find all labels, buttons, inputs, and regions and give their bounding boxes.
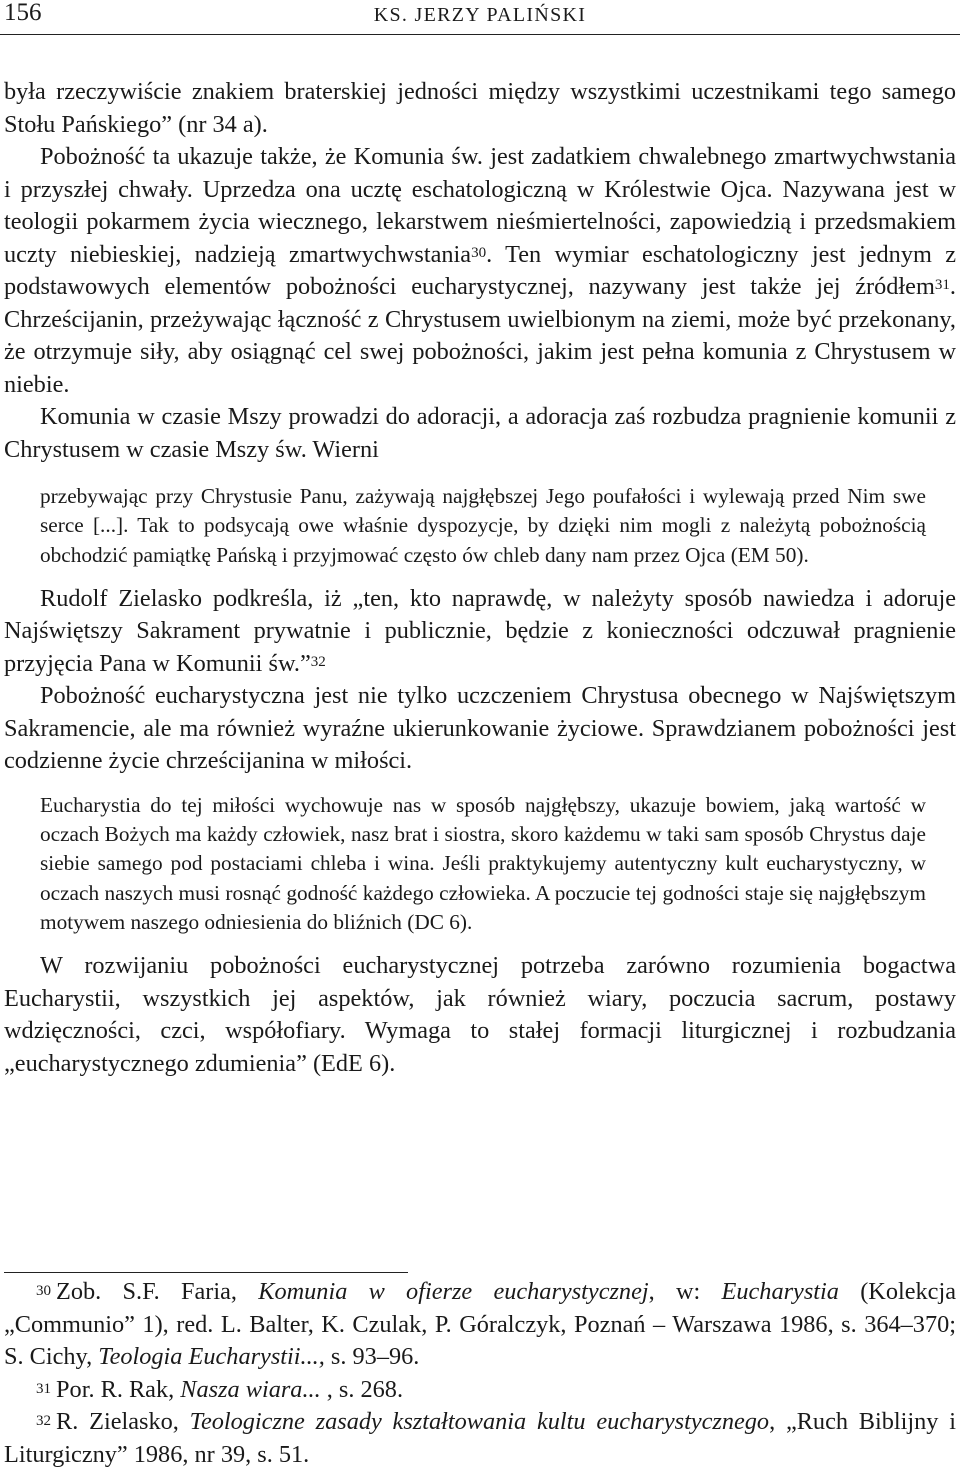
footnote-32 [4, 1406, 956, 1471]
paragraph-2-text-c: . Chrześcijanin, przeżywając łączność z Chrystusem uwielbionym na ziemi, może być przekonany, że otrzymuje siły, aby osiągnąć cel swej pobożności, jakim jest pełna komunia z Chrystusem w niebie. [4, 273, 956, 398]
paragraph-1: była rzeczywiście znakiem braterskiej jedności między wszystkimi uczestnikami tego samego Stołu Pańskiego” (nr 34 a). [4, 78, 956, 138]
footnote-mark-30: 30 [36, 1283, 52, 1299]
page-header [0, 0, 960, 35]
footnote-mark-31: 31 [36, 1380, 52, 1397]
paragraph-6: W rozwijaniu pobożności eucharystycznej potrzeba zarówno rozumienia bogactwa Eucharystii, wszystkich jej aspektów, jak również wiary, poczucia sacrum, postawy wdzięczności, czci, współofiary. Wymaga to stałej formacji liturgicznej i rozbudzania „eucharystycznego zdumienia” (EdE 6). [4, 952, 956, 1077]
paragraph-2-text-b: . Ten wymiar eschatologiczny jest jednym z podstawowych elementów pobożności eucharystycznej, nazywany jest także jej źródłem [4, 240, 956, 300]
footnote-mark-32: 32 [36, 1413, 52, 1429]
footnote-31-text-1: Por. R. Rak, [56, 1375, 181, 1403]
footnote-31 [4, 1374, 956, 1407]
footnote-ref-31: 31 [934, 277, 950, 293]
main-text [4, 76, 956, 1080]
footnote-32-text-1: R. Zielasko, [56, 1408, 190, 1435]
footnote-30-text-3: (Kolekcja „Communio” 1), red. L. Balter, K. Czulak, P. Góralczyk, Poznań – Warszawa 1986, s. 364–370; S. Cichy, [4, 1278, 956, 1370]
paragraph-2 [4, 141, 956, 401]
paragraph-4-text: Rudolf Zielasko podkreśla, iż „ten, kto naprawdę, w należyty sposób nawiedza i adoruje Najświętszy Sakrament prywatnie i publicznie, będzie z konieczności odczuwał pragnienie przyjęcia Pana w Komunii św.” [4, 584, 956, 677]
block-quote-1: przebywając przy Chrystusie Panu, zażywają najgłębszej Jego poufałości i wylewają przed Nim swe serce [...]. Tak to podsycają owe właśnie dyspozycje, by dzięki nim mogli z należytą pobożnością obchodzić pamiątkę Pańską i przyjmować często ów chleb dany nam przez Ojca (EM 50). [40, 484, 926, 567]
footnote-31-title: Nasza wiara... [180, 1375, 321, 1403]
footnote-ref-32: 32 [310, 653, 326, 670]
footnote-30-text-4: s. 93–96. [324, 1343, 420, 1370]
block-quote-2: Eucharystia do tej miłości wychowuje nas w sposób najgłębszy, ukazuje bowiem, jaką wartość w oczach Bożych ma każdy człowiek, nasz brat i siostra, skoro każdemu w taki sam sposób Chrystus daje siebie samego pod postaciami chleba i wina. Jeśli praktykujemy autentyczny kult eucharystyczny, w oczach naszych musi rosnąć godność każdego człowieka. A poczucie tej godności staje się najgłębszym motywem naszego odniesienia do bliźnich (DC 6). [40, 792, 926, 935]
footnote-30-text-2: , w: [648, 1278, 722, 1305]
page-number: 156 [4, 0, 42, 26]
footnote-divider [4, 1272, 408, 1273]
footnote-30-title-3: Teologia Eucharystii..., [98, 1343, 325, 1370]
footnote-30-title-2: Eucharystia [721, 1278, 839, 1305]
footnote-32-title: Teologiczne zasady kształtowania kultu eucharystycznego [189, 1408, 770, 1435]
footnote-30-title-1: Komunia w ofierze eucharystycznej [258, 1278, 649, 1305]
paragraph-4 [4, 583, 956, 681]
running-head: KS. JERZY PALIŃSKI [373, 4, 587, 26]
footnotes [4, 1276, 956, 1471]
paragraph-5: Pobożność eucharystyczna jest nie tylko uczczeniem Chrystusa obecnego w Najświętszym Sakramencie, ale ma również wyraźne ukierunkowanie życiowe. Sprawdzianem pobożności jest codzienne życie chrześcijanina w miłości. [4, 682, 956, 775]
footnote-32-text-2: , „Ruch Biblijny i Liturgiczny” 1986, nr 39, s. 51. [4, 1408, 956, 1468]
paragraph-2-text-a: Pobożność ta ukazuje także, że Komunia św. jest zadatkiem chwalebnego zmartwychwstania i przyszłej chwały. Uprzedza ona ucztę eschatologiczną w Królestwie Ojca. Nazywana jest w teologii pokarmem życia wiecznego, lekarstwem nieśmiertelności, zapowiedzią i przedsmakiem uczty niebieskiej, nadzieją zmartwychwstania [4, 143, 956, 268]
footnote-30-text-1: Zob. S.F. Faria, [56, 1278, 259, 1305]
footnote-ref-30: 30 [471, 244, 487, 261]
paragraph-3: Komunia w czasie Mszy prowadzi do adoracji, a adoracja zaś rozbudza pragnienie komunii z Chrystusem w czasie Mszy św. Wierni [4, 403, 956, 463]
footnote-30 [4, 1276, 956, 1374]
footnote-31-text-2: , s. 268. [320, 1375, 404, 1403]
